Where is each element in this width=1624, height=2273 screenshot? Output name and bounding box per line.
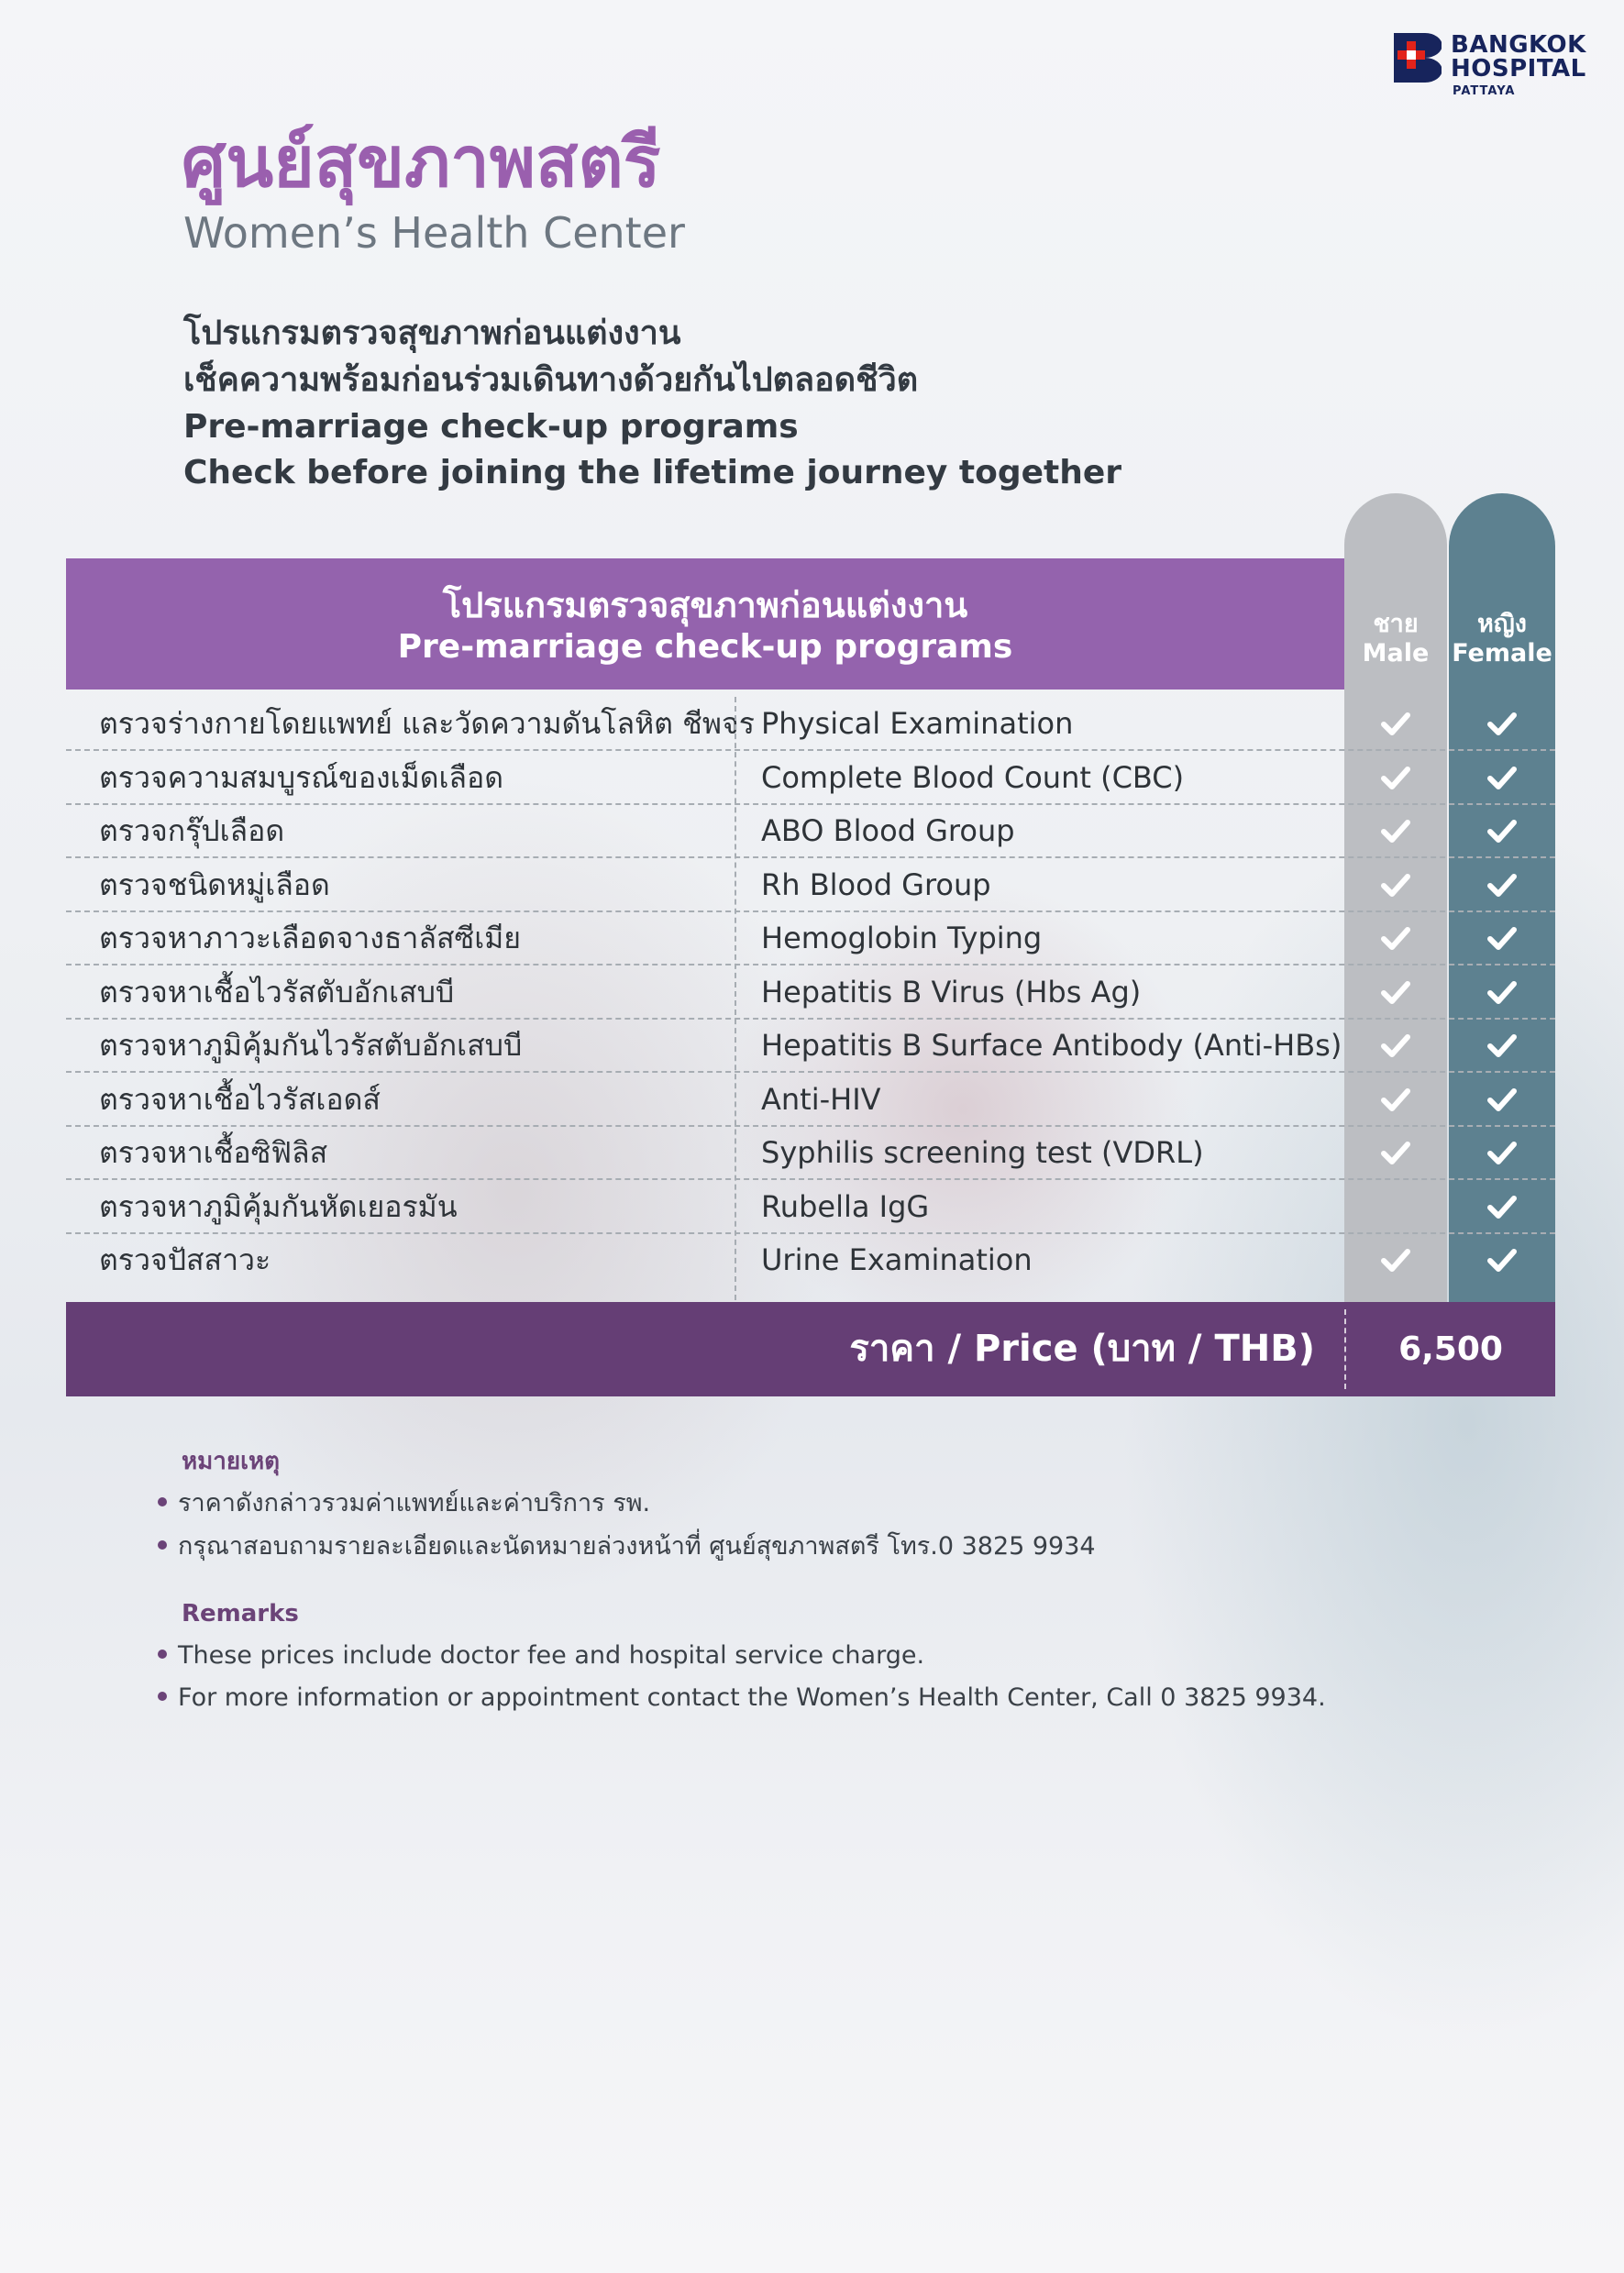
female-check-icon [1485, 1028, 1519, 1063]
test-name-thai: ตรวจร่างกายโดยแพทย์ และวัดความดันโลหิต ชีพจร [99, 706, 755, 741]
price-bar [66, 1302, 1555, 1396]
intro-line: โปรแกรมตรวจสุขภาพก่อนแต่งงาน [183, 314, 681, 352]
table-row [66, 911, 1555, 965]
female-check-icon [1485, 706, 1519, 741]
female-label-thai: หญิง [1477, 610, 1527, 638]
test-name-english: Hepatitis B Virus (Hbs Ag) [761, 974, 1142, 1010]
male-label-english: Male [1362, 639, 1430, 668]
intro-line: Pre-marriage check-up programs [183, 408, 799, 446]
program-header-thai: โปรแกรมตรวจสุขภาพก่อนแต่งงาน [442, 585, 968, 625]
male-check-icon [1378, 975, 1413, 1010]
male-check-icon [1378, 813, 1413, 848]
logo-text-hospital: HOSPITAL [1451, 55, 1586, 83]
female-check-icon [1485, 1242, 1519, 1277]
female-check-icon [1485, 760, 1519, 795]
note-text: ราคาดังกล่าวรวมค่าแพทย์และค่าบริการ รพ. [178, 1489, 651, 1517]
test-name-english: Rh Blood Group [761, 866, 991, 902]
table-row [66, 804, 1555, 857]
test-name-thai: ตรวจหาภาวะเลือดจางธาลัสซีเมีย [99, 921, 521, 955]
column-divider [735, 697, 736, 1300]
male-check-icon [1378, 1135, 1413, 1170]
table-row [66, 858, 1555, 911]
male-check-icon [1378, 706, 1413, 741]
male-check-icon [1378, 1242, 1413, 1277]
male-check-icon [1378, 760, 1413, 795]
test-name-english: Urine Examination [761, 1242, 1033, 1277]
test-name-thai: ตรวจปัสสาวะ [99, 1242, 271, 1277]
note-item [158, 1483, 650, 1522]
table-row [66, 1126, 1555, 1179]
test-name-thai: ตรวจหาเชื้อไวรัสเอดส์ [99, 1081, 381, 1117]
female-check-icon [1485, 1189, 1519, 1224]
intro-line: Check before joining the lifetime journey together [183, 454, 1122, 491]
note-text: These prices include doctor fee and hospital service charge. [178, 1641, 925, 1670]
price-value: 6,500 [1398, 1330, 1503, 1368]
male-label-thai: ชาย [1373, 610, 1419, 638]
test-name-thai: ตรวจหาภูมิคุ้มกันหัดเยอรมัน [99, 1188, 458, 1224]
bullet-icon [158, 1497, 167, 1506]
note-item [158, 1641, 924, 1670]
test-name-thai: ตรวจกรุ๊ปเลือด [99, 813, 285, 848]
male-check-icon [1378, 921, 1413, 955]
test-name-thai: ตรวจชนิดหมู่เลือด [99, 866, 330, 902]
test-name-english: ABO Blood Group [761, 813, 1015, 848]
bullet-icon [158, 1692, 167, 1701]
table-row [66, 1233, 1555, 1286]
page-title-thai: ศูนย์สุขภาพสตรี [182, 121, 661, 203]
notes-heading-english: Remarks [182, 1600, 299, 1628]
page-title-english: Women’s Health Center [183, 208, 685, 258]
table-row [66, 1180, 1555, 1233]
male-check-icon [1378, 867, 1413, 902]
note-item [158, 1683, 1326, 1712]
test-name-thai: ตรวจหาเชื้อไวรัสตับอักเสบบี [99, 974, 455, 1010]
table-row [66, 1073, 1555, 1126]
note-item [158, 1526, 1096, 1565]
female-check-icon [1485, 921, 1519, 955]
female-check-icon [1485, 975, 1519, 1010]
table-row [66, 965, 1555, 1019]
notes-heading-thai: หมายเหตุ [182, 1448, 281, 1475]
logo-text-location: PATTAYA [1453, 84, 1516, 98]
female-check-icon [1485, 867, 1519, 902]
hospital-logo [1394, 31, 1605, 105]
bullet-icon [158, 1540, 167, 1550]
price-label: ราคา / Price (บาท / THB) [849, 1328, 1315, 1370]
test-name-english: Anti-HIV [761, 1081, 881, 1117]
female-check-icon [1485, 813, 1519, 848]
note-text: กรุณาสอบถามรายละเอียดและนัดหมายล่วงหน้าที่ ศูนย์สุขภาพสตรี โทร.0 3825 9934 [178, 1532, 1096, 1561]
table-row [66, 1019, 1555, 1072]
test-name-english: Syphilis screening test (VDRL) [761, 1135, 1204, 1170]
note-text: For more information or appointment contact the Women’s Health Center, Call 0 3825 9934. [178, 1683, 1326, 1712]
test-name-english: Complete Blood Count (CBC) [761, 759, 1185, 795]
bullet-icon [158, 1650, 167, 1659]
female-check-icon [1485, 1082, 1519, 1117]
female-check-icon [1485, 1135, 1519, 1170]
male-check-icon [1378, 1028, 1413, 1063]
intro-line: เช็คความพร้อมก่อนร่วมเดินทางด้วยกันไปตลอดชีวิต [183, 361, 919, 399]
table-row [66, 697, 1555, 750]
program-header-english: Pre-marriage check-up programs [397, 628, 1013, 666]
test-name-thai: ตรวจความสมบูรณ์ของเม็ดเลือด [99, 759, 504, 795]
test-name-thai: ตรวจหาภูมิคุ้มกันไวรัสตับอักเสบบี [99, 1028, 523, 1063]
female-label-english: Female [1452, 639, 1552, 668]
table-row [66, 751, 1555, 804]
test-name-english: Rubella IgG [761, 1188, 930, 1224]
test-name-thai: ตรวจหาเชื้อซิฟิลิส [99, 1135, 328, 1170]
test-name-english: Hemoglobin Typing [761, 921, 1043, 955]
test-name-english: Hepatitis B Surface Antibody (Anti-HBs) [761, 1028, 1342, 1063]
program-table-header [66, 558, 1344, 690]
male-check-icon [1378, 1082, 1413, 1117]
test-name-english: Physical Examination [761, 706, 1074, 741]
logo-text-bangkok: BANGKOK [1451, 31, 1586, 59]
hospital-cross-icon [1394, 33, 1442, 83]
